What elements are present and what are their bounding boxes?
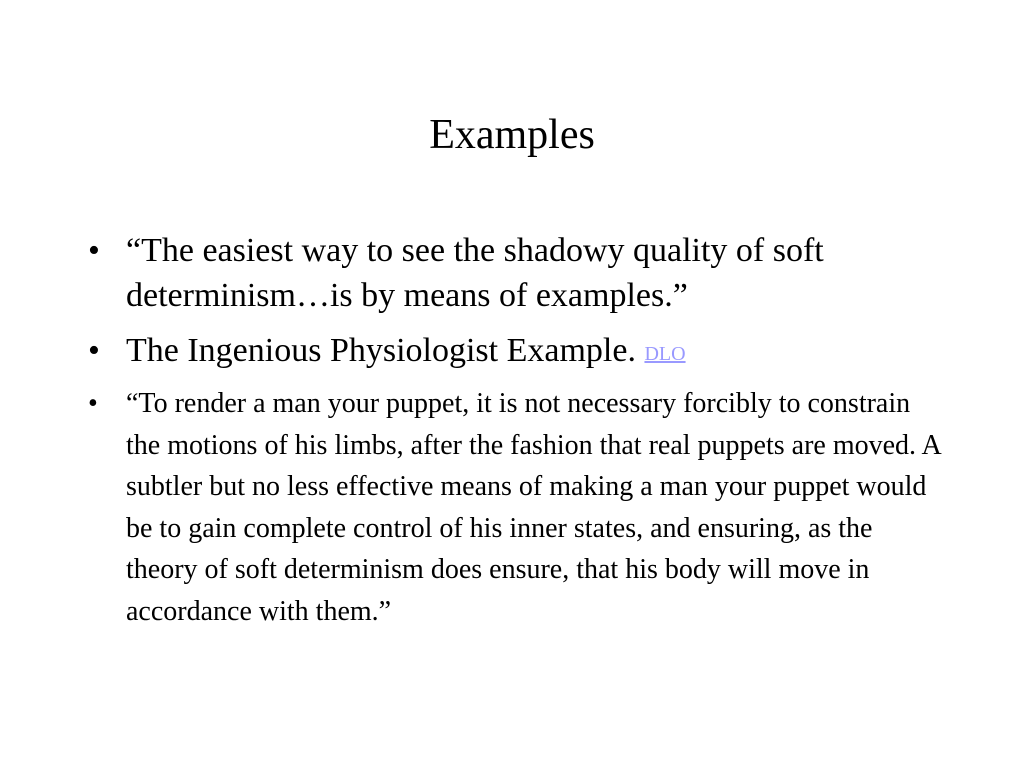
bullet-text: “To render a man your puppet, it is not necessary forcibly to constrain the motions of his limbs, after the fashion that real puppets are moved. A subtler but no less effective means of making a man your puppet would be to gain complete control of his inner states, and ensuring, as the theory of soft determinism does ensure, that his body will move in accordance with them.” [126, 388, 941, 627]
bullet-text: “The easiest way to see the shadowy quality of soft determinism…is by means of examples.” [126, 232, 824, 314]
bullet-icon: • [88, 332, 100, 369]
bullet-item [86, 328, 946, 377]
bullet-icon: • [88, 232, 100, 269]
bullet-item [86, 228, 946, 318]
bullet-text: The Ingenious Physiologist Example. [126, 332, 636, 369]
bullet-icon: • [88, 388, 98, 419]
slide-title: Examples [429, 112, 595, 158]
bullet-list [86, 228, 946, 632]
bullet-item [86, 383, 946, 632]
dlo-link[interactable]: DLO [644, 343, 686, 365]
